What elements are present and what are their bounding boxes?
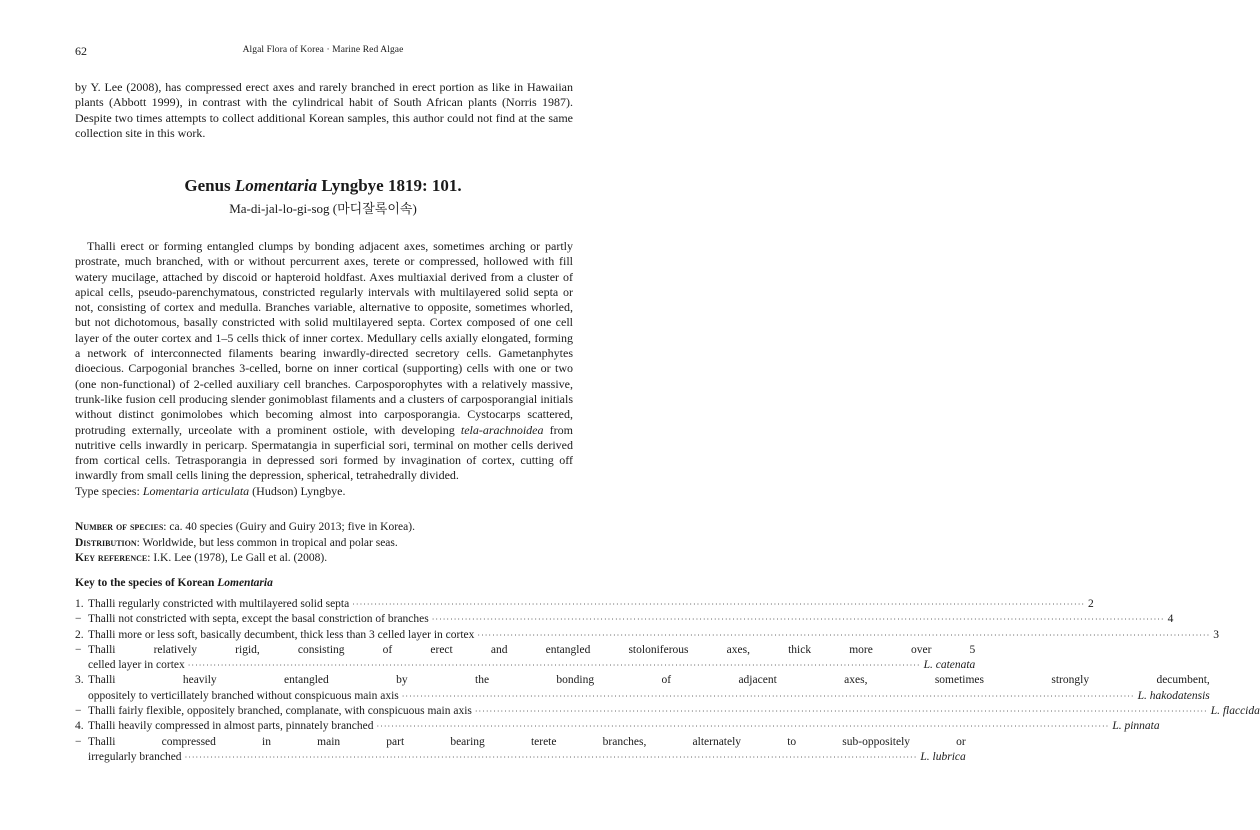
key-entry-body xyxy=(88,719,1160,734)
leader-dots: ········································································································································································································ xyxy=(431,615,1165,625)
leader-dots: ········································································································································································································ xyxy=(474,707,1208,717)
genus-description xyxy=(75,239,573,484)
key-entry-body xyxy=(88,643,975,674)
key-entry-result: L. catenata xyxy=(923,659,976,672)
key-entry xyxy=(75,673,1210,704)
key-entry-result: L. flaccida xyxy=(1210,705,1260,718)
genus-title xyxy=(0,176,646,196)
key-entry-line xyxy=(88,597,1094,612)
key-entry-line xyxy=(88,704,1260,719)
key-entry-body xyxy=(88,735,966,766)
page-number: 62 xyxy=(75,44,87,58)
key-entry-body xyxy=(88,628,1219,643)
leader-dots: ········································································································································································································ xyxy=(376,722,1110,732)
type-label: Type species: xyxy=(75,483,143,498)
key-entry xyxy=(75,735,966,766)
key-entry-text: Thalli not constricted with septa, except the basal constriction of branches xyxy=(88,613,429,626)
key-entry xyxy=(75,628,1219,643)
leader-dots: ········································································································································································································ xyxy=(184,752,918,762)
key-entry-body xyxy=(88,597,1094,612)
key-entry-line xyxy=(88,658,975,673)
key-entry-result: 2 xyxy=(1088,598,1094,610)
key-entry-number: 2. xyxy=(75,628,84,641)
key-list xyxy=(75,597,1260,765)
description-block xyxy=(75,239,573,499)
key-entry-text: Thalli regularly constricted with multilayered solid septa xyxy=(88,598,350,610)
key-entry-line xyxy=(88,719,1160,734)
key-entry-result: L. lubrica xyxy=(920,750,966,763)
key-entry-text: oppositely to verticillately branched without conspicuous main axis xyxy=(88,689,399,702)
key-entry xyxy=(75,597,1094,612)
key-entry-text: celled layer in cortex xyxy=(88,659,185,672)
key-entry xyxy=(75,612,1174,627)
key-entry-result: L. pinnata xyxy=(1112,720,1160,733)
intro-paragraph: by Y. Lee (2008), has compressed erect axes and rarely branched in erect portion as like in Hawaiian plants (Abbott 1999), in contrast with the cylindrical habit of South African plants (Norris 1987). Despite two times attempts to collect additional Korean samples, this author could not find at the same collection site in this work. xyxy=(75,80,573,140)
key-entry-text: Thalli heavily entangled by the bonding of adjacent axes, sometimes strongly decumbent, xyxy=(88,674,1210,687)
key-entry-line xyxy=(88,750,966,765)
species-key xyxy=(75,577,1260,765)
description-italic-term: tela-arachnoidea xyxy=(460,422,544,437)
description-part2: from nutritive cells inwardly in pericarp. Spermatangia in superficial sori, terminal on mother cells derived from cortical cells. Tetrasporangia in depressed sori formed by invagination of cortex, cutting off inwardly from small cells lining the depression, spherical, tetrahedrally divided. xyxy=(75,422,573,483)
key-entry-text: Thalli more or less soft, basically decumbent, thick less than 3 celled layer in cortex xyxy=(88,628,475,641)
key-entry-text: Thalli compressed in main part bearing terete branches, alternately to sub-oppositely or xyxy=(88,735,966,748)
running-head-title: Algal Flora of Korea · Marine Red Algae xyxy=(242,45,404,55)
key-entry-number: − xyxy=(75,643,82,656)
key-entry-text: Thalli relatively rigid, consisting of erect and entangled stoloniferous axes, thick more over 5 xyxy=(88,643,976,656)
key-entry-body xyxy=(88,704,1260,719)
type-authority: (Hudson) Lyngbye. xyxy=(249,483,346,498)
key-heading: Key to the species of Korean Lomentaria xyxy=(75,577,273,589)
key-entry-number: 4. xyxy=(75,720,84,733)
key-entry-number: − xyxy=(75,735,82,748)
leader-dots: ········································································································································································································ xyxy=(477,630,1211,640)
key-entry xyxy=(75,704,1260,719)
key-entry-line xyxy=(88,612,1173,627)
key-entry-number: 3. xyxy=(75,674,84,687)
genus-authority: Lyngbye 1819: 101. xyxy=(317,176,462,195)
genus-korean-name: Ma-di-jal-lo-gi-sog (마디잘록이속) xyxy=(229,201,417,216)
key-entry-result: 4 xyxy=(1167,613,1174,626)
distribution: Distribution: Worldwide, but less common in tropical and polar seas. xyxy=(75,536,398,549)
key-entry-number: − xyxy=(75,705,82,718)
genus-prefix: Genus xyxy=(184,176,235,195)
type-species: Lomentaria articulata xyxy=(142,483,250,498)
running-header xyxy=(0,44,646,60)
key-entry-text: irregularly branched xyxy=(88,750,182,763)
key-entry-result: 3 xyxy=(1213,628,1219,641)
key-reference: Key reference: I.K. Lee (1978), Le Gall et al. (2008). xyxy=(75,552,328,564)
genus-name: Lomentaria xyxy=(234,176,318,195)
number-of-species: Number of species: ca. 40 species (Guiry and Guiry 2013; five in Korea). xyxy=(75,521,415,533)
key-entry-text: Thalli fairly flexible, oppositely branched, complanate, with conspicuous main axis xyxy=(88,705,472,718)
leader-dots: ········································································································································································································ xyxy=(352,600,1086,609)
key-entry-result: L. hakodatensis xyxy=(1137,689,1210,702)
leader-dots: ········································································································································································································ xyxy=(401,691,1135,701)
key-entry-body xyxy=(88,673,1210,704)
genus-metadata xyxy=(75,520,573,567)
leader-dots: ········································································································································································································ xyxy=(187,661,921,671)
key-entry xyxy=(75,643,976,674)
key-entry-text: Thalli heavily compressed in almost parts, pinnately branched xyxy=(88,720,374,733)
description-part1: Thalli erect or forming entangled clumps by bonding adjacent axes, sometimes arching or partly prostrate, much branched, with or without percurrent axes, terete or compressed, hollowed with fill watery mucilage, attached by discoid or hapteroid holdfast. Axes multiaxial derived from a cluster of apical cells, pseudo-parenchymatous, constricted regularly intervals with multilayered solid septa or not, consisting of cortex and medulla. Branches variable, alternative to opposite, sometimes whorled, but not dichotomous, basally constricted with solid multilayered septa. Cortex composed of one cell layer of the outer cortex and 1–5 cells thick of inner cortex. Medullary cells axially elongated, forming a network of interconnected filaments bearing inwardly-directed secretory cells. Gametanphytes dioecious. Carpogonial branches 3-celled, borne on inner cortical (supporting) cells with one or two (one non-functional) of 2-celled auxiliary cell branches. Carposporophytes with a relatively massive, trunk-like fusion cell producing slender gonimoblast filaments and a clusters of carposporangial initials without distinct gonimolobes which becoming almost into carposporangia. Cystocarps scattered, protruding externally, urceolate with a prominent ostiole, with developing xyxy=(75,239,573,437)
key-entry-line xyxy=(88,628,1219,643)
key-entry xyxy=(75,719,1160,734)
key-entry-number: 1. xyxy=(75,598,84,610)
intro-block xyxy=(75,80,573,141)
key-entry-line xyxy=(88,689,1210,704)
key-entry-number: − xyxy=(75,613,82,626)
key-entry-body xyxy=(88,612,1173,627)
type-species-line xyxy=(75,484,573,499)
